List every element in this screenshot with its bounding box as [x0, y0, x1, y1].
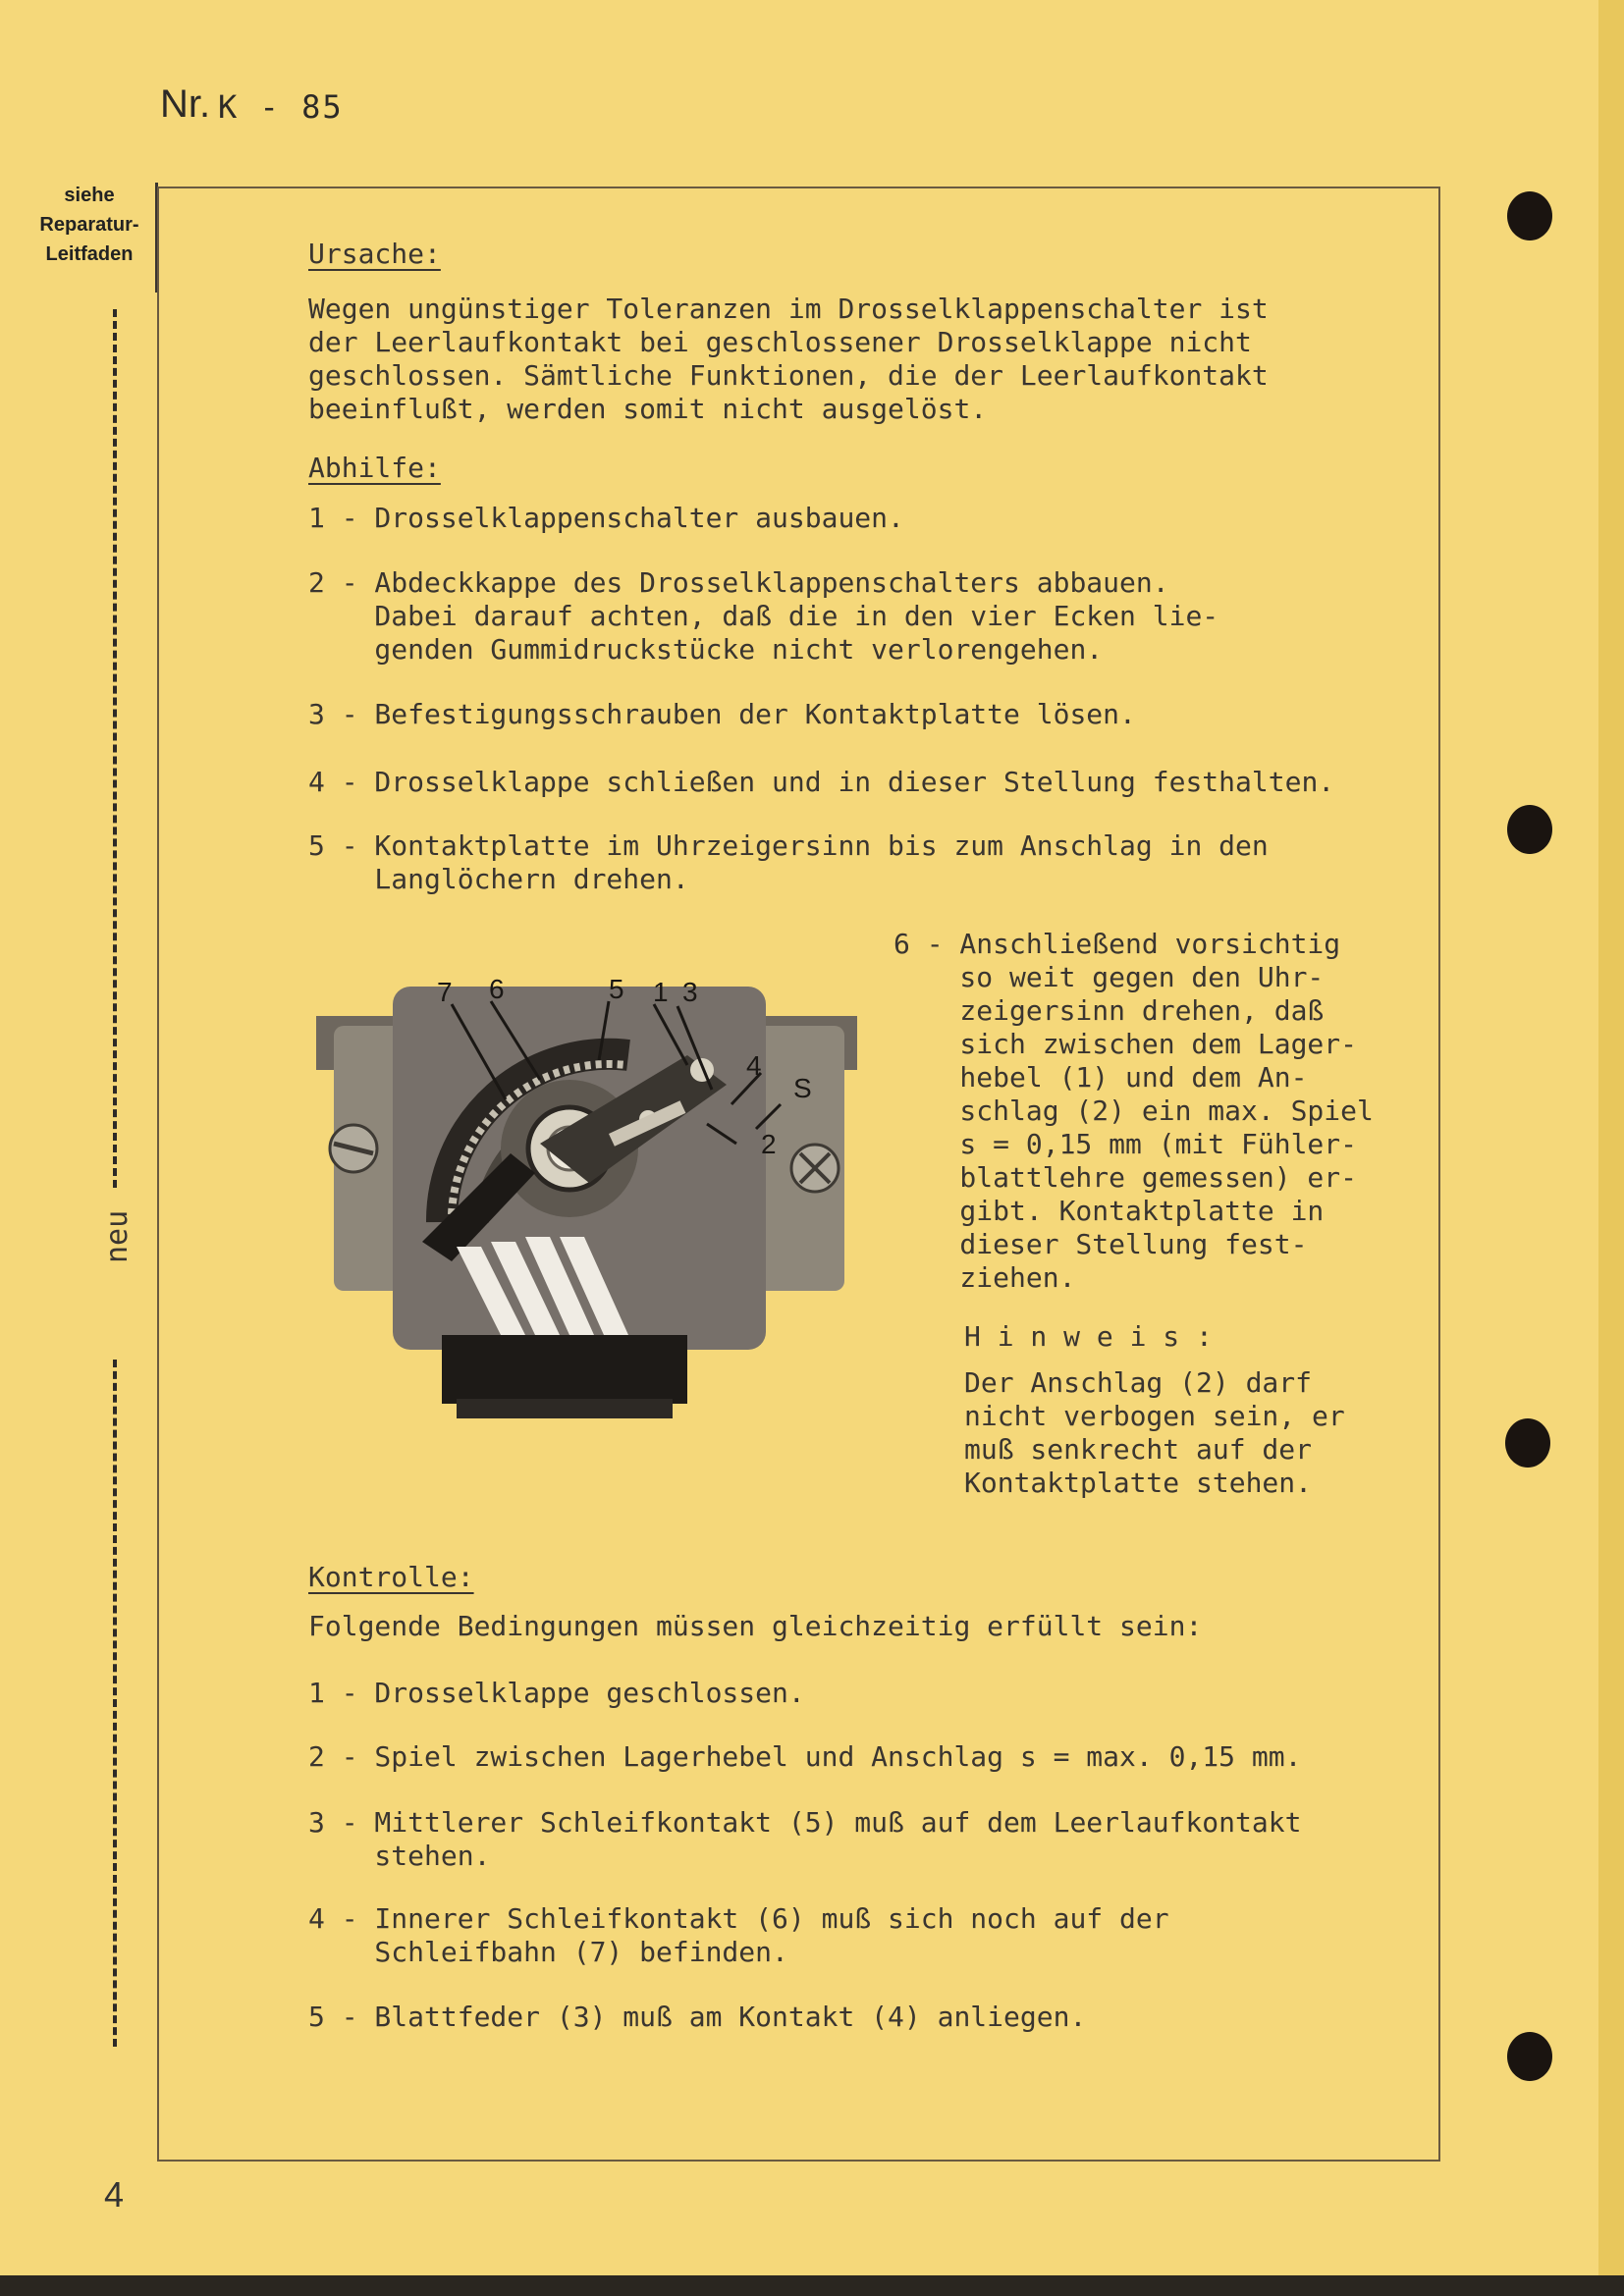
ursache-line: geschlossen. Sämtliche Funktionen, die der Leerlaufkontakt [308, 359, 1269, 392]
side-note-line: Leitfaden [45, 243, 134, 265]
change-marker-line [113, 309, 121, 1188]
kontrolle-item-cont: stehen. [308, 1840, 491, 1872]
side-note [35, 181, 143, 269]
change-marker-line [113, 1360, 121, 2047]
section-heading-ursache: Ursache: [308, 238, 441, 270]
side-note-line: siehe [64, 185, 115, 206]
scan-bottom-edge [0, 2275, 1624, 2296]
abhilfe-step-6: zeigersinn drehen, daß [893, 994, 1325, 1027]
document-number: K - 85 [218, 88, 344, 126]
page-number: 4 [104, 2174, 125, 2215]
punch-hole [1507, 191, 1552, 240]
throttle-switch-photo [314, 967, 859, 1423]
abhilfe-step-6: schlag (2) ein max. Spiel [893, 1095, 1374, 1127]
kontrolle-item: 2 - Spiel zwischen Lagerhebel und Anschlag s = max. 0,15 mm. [308, 1740, 1302, 1773]
callout-7: 7 [437, 977, 453, 1007]
abhilfe-step-6: gibt. Kontaktplatte in [893, 1195, 1325, 1227]
abhilfe-step-cont: Langlöchern drehen. [308, 863, 689, 895]
punch-hole [1507, 2032, 1552, 2081]
callout-5: 5 [609, 974, 624, 1004]
abhilfe-step: 4 - Drosselklappe schließen und in dieser Stellung festhalten. [308, 766, 1335, 798]
abhilfe-step-6: blattlehre gemessen) er- [893, 1161, 1358, 1194]
callout-s: S [793, 1073, 812, 1103]
section-heading-abhilfe: Abhilfe: [308, 452, 441, 484]
punch-hole [1507, 805, 1552, 854]
document-number-label: Nr. [160, 82, 211, 126]
ursache-line: Wegen ungünstiger Toleranzen im Drosselklappenschalter ist [308, 293, 1269, 325]
abhilfe-step: 5 - Kontaktplatte im Uhrzeigersinn bis zum Anschlag in den [308, 829, 1269, 862]
callout-4: 4 [746, 1050, 762, 1081]
side-note-line: Reparatur- [39, 214, 139, 236]
kontrolle-intro: Folgende Bedingungen müssen gleichzeitig erfüllt sein: [308, 1610, 1203, 1642]
callout-1: 1 [653, 977, 669, 1007]
abhilfe-step-cont: genden Gummidruckstücke nicht verlorengehen. [308, 633, 1104, 666]
section-heading-kontrolle: Kontrolle: [308, 1561, 474, 1593]
callout-2: 2 [761, 1129, 777, 1159]
abhilfe-step-6: sich zwischen dem Lager- [893, 1028, 1358, 1060]
hinweis-line: nicht verbogen sein, er [964, 1400, 1345, 1432]
change-marker-label: neu [100, 1209, 135, 1263]
kontrolle-item: 1 - Drosselklappe geschlossen. [308, 1677, 805, 1709]
ursache-line: beeinflußt, werden somit nicht ausgelöst. [308, 393, 988, 425]
abhilfe-step-6: s = 0,15 mm (mit Fühler- [893, 1128, 1358, 1160]
hinweis-line: muß senkrecht auf der [964, 1433, 1313, 1466]
abhilfe-step-6: 6 - Anschließend vorsichtig [893, 928, 1341, 960]
callout-3: 3 [682, 977, 698, 1007]
hinweis-heading: H i n w e i s : [964, 1320, 1213, 1353]
kontrolle-item: 4 - Innerer Schleifkontakt (6) muß sich noch auf der [308, 1902, 1169, 1935]
abhilfe-step-6: dieser Stellung fest- [893, 1228, 1308, 1260]
ursache-line: der Leerlaufkontakt bei geschlossener Drosselklappe nicht [308, 326, 1252, 358]
kontrolle-item-cont: Schleifbahn (7) befinden. [308, 1936, 788, 1968]
hinweis-line: Der Anschlag (2) darf [964, 1366, 1313, 1399]
kontrolle-item: 3 - Mittlerer Schleifkontakt (5) muß auf dem Leerlaufkontakt [308, 1806, 1302, 1839]
hinweis-line: Kontaktplatte stehen. [964, 1467, 1313, 1499]
abhilfe-step: 3 - Befestigungsschrauben der Kontaktplatte lösen. [308, 698, 1136, 730]
abhilfe-step-cont: Dabei darauf achten, daß die in den vier Ecken lie- [308, 600, 1219, 632]
abhilfe-step: 1 - Drosselklappenschalter ausbauen. [308, 502, 904, 534]
abhilfe-step-6: ziehen. [893, 1261, 1076, 1294]
punch-hole [1505, 1418, 1550, 1468]
abhilfe-step: 2 - Abdeckkappe des Drosselklappenschalters abbauen. [308, 566, 1169, 599]
callout-6: 6 [489, 974, 505, 1004]
abhilfe-step-6: so weit gegen den Uhr- [893, 961, 1325, 993]
kontrolle-item: 5 - Blattfeder (3) muß am Kontakt (4) anliegen. [308, 2001, 1087, 2033]
page-edge [1598, 0, 1624, 2296]
abhilfe-step-6: hebel (1) und dem An- [893, 1061, 1308, 1094]
